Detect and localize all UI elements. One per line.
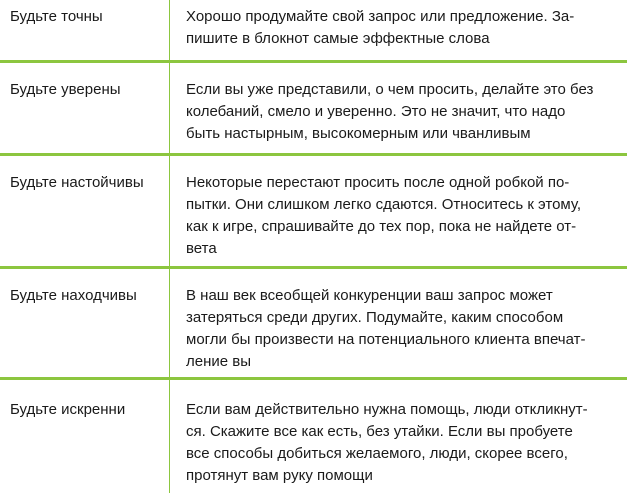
row-label: Будьте настойчивы: [10, 174, 144, 191]
description-line: быть настырным, высокомерным или чванливым: [186, 125, 531, 142]
row-label: Будьте уверены: [10, 81, 121, 98]
description-line: Если вам действительно нужна помощь, люди откликнут-: [186, 401, 588, 418]
description-line: затеряться среди других. Подумайте, каким способом: [186, 309, 564, 326]
description-line: пытки. Они слишком легко сдаются. Относитесь к этому,: [186, 196, 582, 213]
row-description: [186, 399, 616, 487]
column-divider: [169, 63, 170, 153]
row-label: Будьте точны: [10, 8, 103, 25]
row-separator: [0, 377, 627, 380]
row-separator: [0, 153, 627, 156]
description-line: все способы добиться желаемого, люди, скорее всего,: [186, 445, 568, 462]
column-divider: [169, 380, 170, 493]
description-line: ся. Скажите все как есть, без утайки. Если вы пробуете: [186, 423, 573, 440]
row-separator: [0, 266, 627, 269]
row-label: Будьте находчивы: [10, 287, 137, 304]
row-description: [186, 79, 616, 145]
row-separator: [0, 60, 627, 63]
column-divider: [169, 269, 170, 377]
row-description: [186, 172, 616, 260]
row-description: [186, 285, 616, 373]
description-line: могли бы произвести на потенциального клиента впечат-: [186, 331, 586, 348]
description-line: колебаний, смело и уверенно. Это не значит, что надо: [186, 103, 566, 120]
description-line: Если вы уже представили, о чем просить, делайте это без: [186, 81, 594, 98]
row-label: Будьте искренни: [10, 401, 126, 418]
description-line: вета: [186, 240, 217, 257]
description-line: пишите в блокнот самые эффектные слова: [186, 30, 490, 47]
row-description: [186, 6, 616, 50]
description-line: Хорошо продумайте свой запрос или предложение. За-: [186, 8, 575, 25]
description-line: ление вы: [186, 353, 252, 370]
description-line: В наш век всеобщей конкуренции ваш запрос может: [186, 287, 553, 304]
description-line: протянут вам руку помощи: [186, 467, 373, 484]
description-line: Некоторые перестают просить после одной робкой по-: [186, 174, 570, 191]
description-line: как к игре, спрашивайте до тех пор, пока не найдете от-: [186, 218, 577, 235]
column-divider: [169, 156, 170, 266]
column-divider: [169, 0, 170, 60]
